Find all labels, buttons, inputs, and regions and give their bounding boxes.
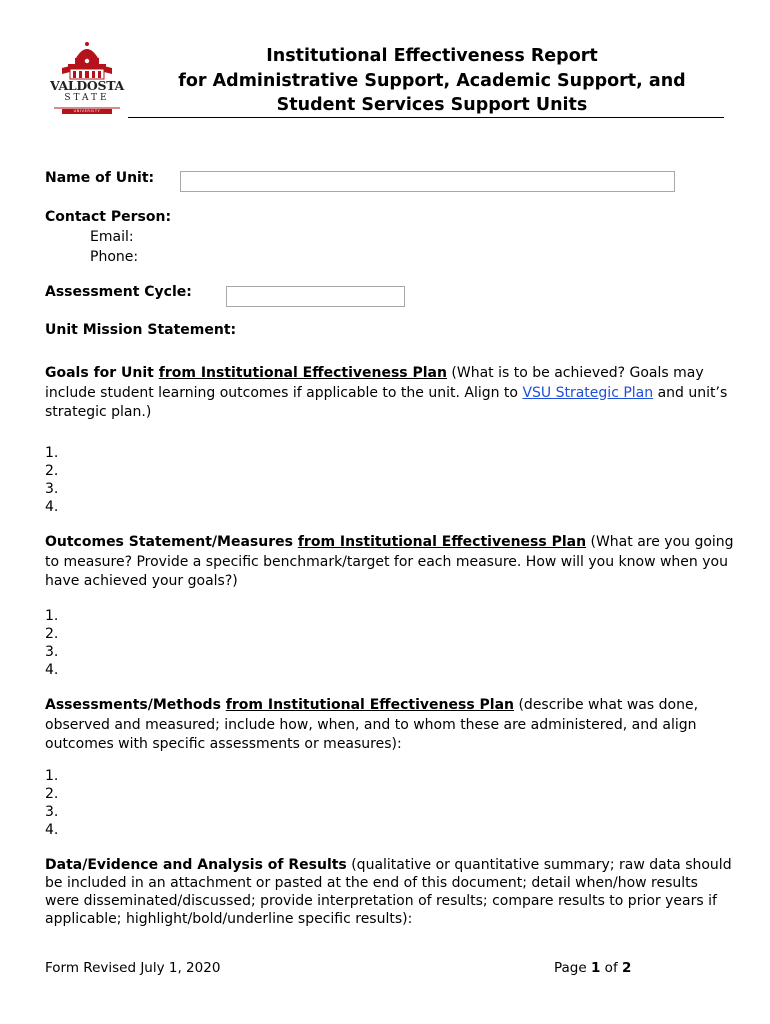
- data-evidence-description: (qualitative or quantitative summary; raw data should be included in an attachment or pasted at the end of this document; detail when/how results were disseminated/discussed; provide interpretation of results; compare results to prior years if applicable; highlight/bold/underline specific results):: [45, 857, 732, 927]
- title-line-3: Student Services Support Units: [276, 95, 588, 115]
- page-of: of: [600, 960, 622, 976]
- goals-description-end: and unit’s strategic plan.): [45, 384, 728, 420]
- title-line-1: Institutional Effectiveness Report: [266, 46, 598, 66]
- goals-section: [45, 364, 735, 423]
- title-divider: [128, 117, 724, 118]
- list-item: 1.: [45, 445, 59, 461]
- list-item: 3.: [45, 644, 59, 660]
- assessments-source: from Institutional Effectiveness Plan: [225, 697, 515, 713]
- list-item: 4.: [45, 662, 59, 678]
- vsu-strategic-plan-link[interactable]: VSU Strategic Plan: [522, 384, 654, 401]
- logo-wordmark-state: STATE: [64, 93, 110, 103]
- assessment-cycle-input[interactable]: [226, 286, 405, 307]
- name-of-unit-input[interactable]: [180, 171, 675, 192]
- page-current: 1: [590, 960, 601, 976]
- goals-source: from Institutional Effectiveness Plan: [158, 365, 447, 381]
- list-item: 2.: [45, 626, 59, 642]
- list-item: 3.: [45, 804, 59, 820]
- name-of-unit-label: Name of Unit:: [45, 170, 155, 186]
- outcomes-source: from Institutional Effectiveness Plan: [297, 534, 587, 550]
- list-item: 4.: [45, 822, 59, 838]
- list-item: 4.: [45, 499, 59, 515]
- page-total: 2: [622, 960, 632, 976]
- list-item: 1.: [45, 768, 59, 784]
- list-item: 2.: [45, 463, 59, 479]
- list-item: 1.: [45, 608, 59, 624]
- page-number: [554, 960, 631, 976]
- logo-wordmark-valdosta: VALDOSTA: [50, 78, 124, 93]
- data-evidence-section: [45, 856, 735, 928]
- outcomes-heading: Outcomes Statement/Measures: [45, 534, 298, 550]
- assessments-heading: Assessments/Methods: [45, 697, 226, 713]
- goals-list: [45, 444, 58, 516]
- phone-label: Phone:: [90, 249, 139, 265]
- list-item: 3.: [45, 481, 59, 497]
- goals-description: (What is to be achieved? Goals may include student learning outcomes if applicable to the unit. Align to: [45, 365, 704, 401]
- page-prefix: Page: [554, 960, 591, 976]
- goals-heading: Goals for Unit: [45, 365, 159, 381]
- outcomes-description: (What are you going to measure? Provide a specific benchmark/target for each measure. How will you know when you have achieved your goals?): [45, 534, 734, 589]
- logo-wordmark-university: UNIVERSITY: [73, 108, 101, 113]
- assessments-section: [45, 696, 735, 755]
- form-revised-date: Form Revised July 1, 2020: [45, 960, 221, 976]
- list-item: 2.: [45, 786, 59, 802]
- vsu-logo: [48, 38, 126, 118]
- assessments-description: (describe what was done, observed and measured; include how, when, and to whom these are administered, and align outcomes with specific assessments or measures):: [45, 697, 699, 752]
- data-evidence-heading: Data/Evidence and Analysis of Results: [45, 857, 347, 873]
- report-title: [140, 44, 724, 118]
- email-label: Email:: [90, 229, 134, 245]
- assessment-cycle-label: Assessment Cycle:: [45, 284, 192, 300]
- contact-person-label: Contact Person:: [45, 209, 172, 225]
- outcomes-list: [45, 607, 58, 679]
- title-line-2: for Administrative Support, Academic Support, and: [178, 70, 686, 91]
- assessments-list: [45, 767, 58, 839]
- outcomes-section: [45, 533, 735, 592]
- mission-statement-label: Unit Mission Statement:: [45, 322, 237, 338]
